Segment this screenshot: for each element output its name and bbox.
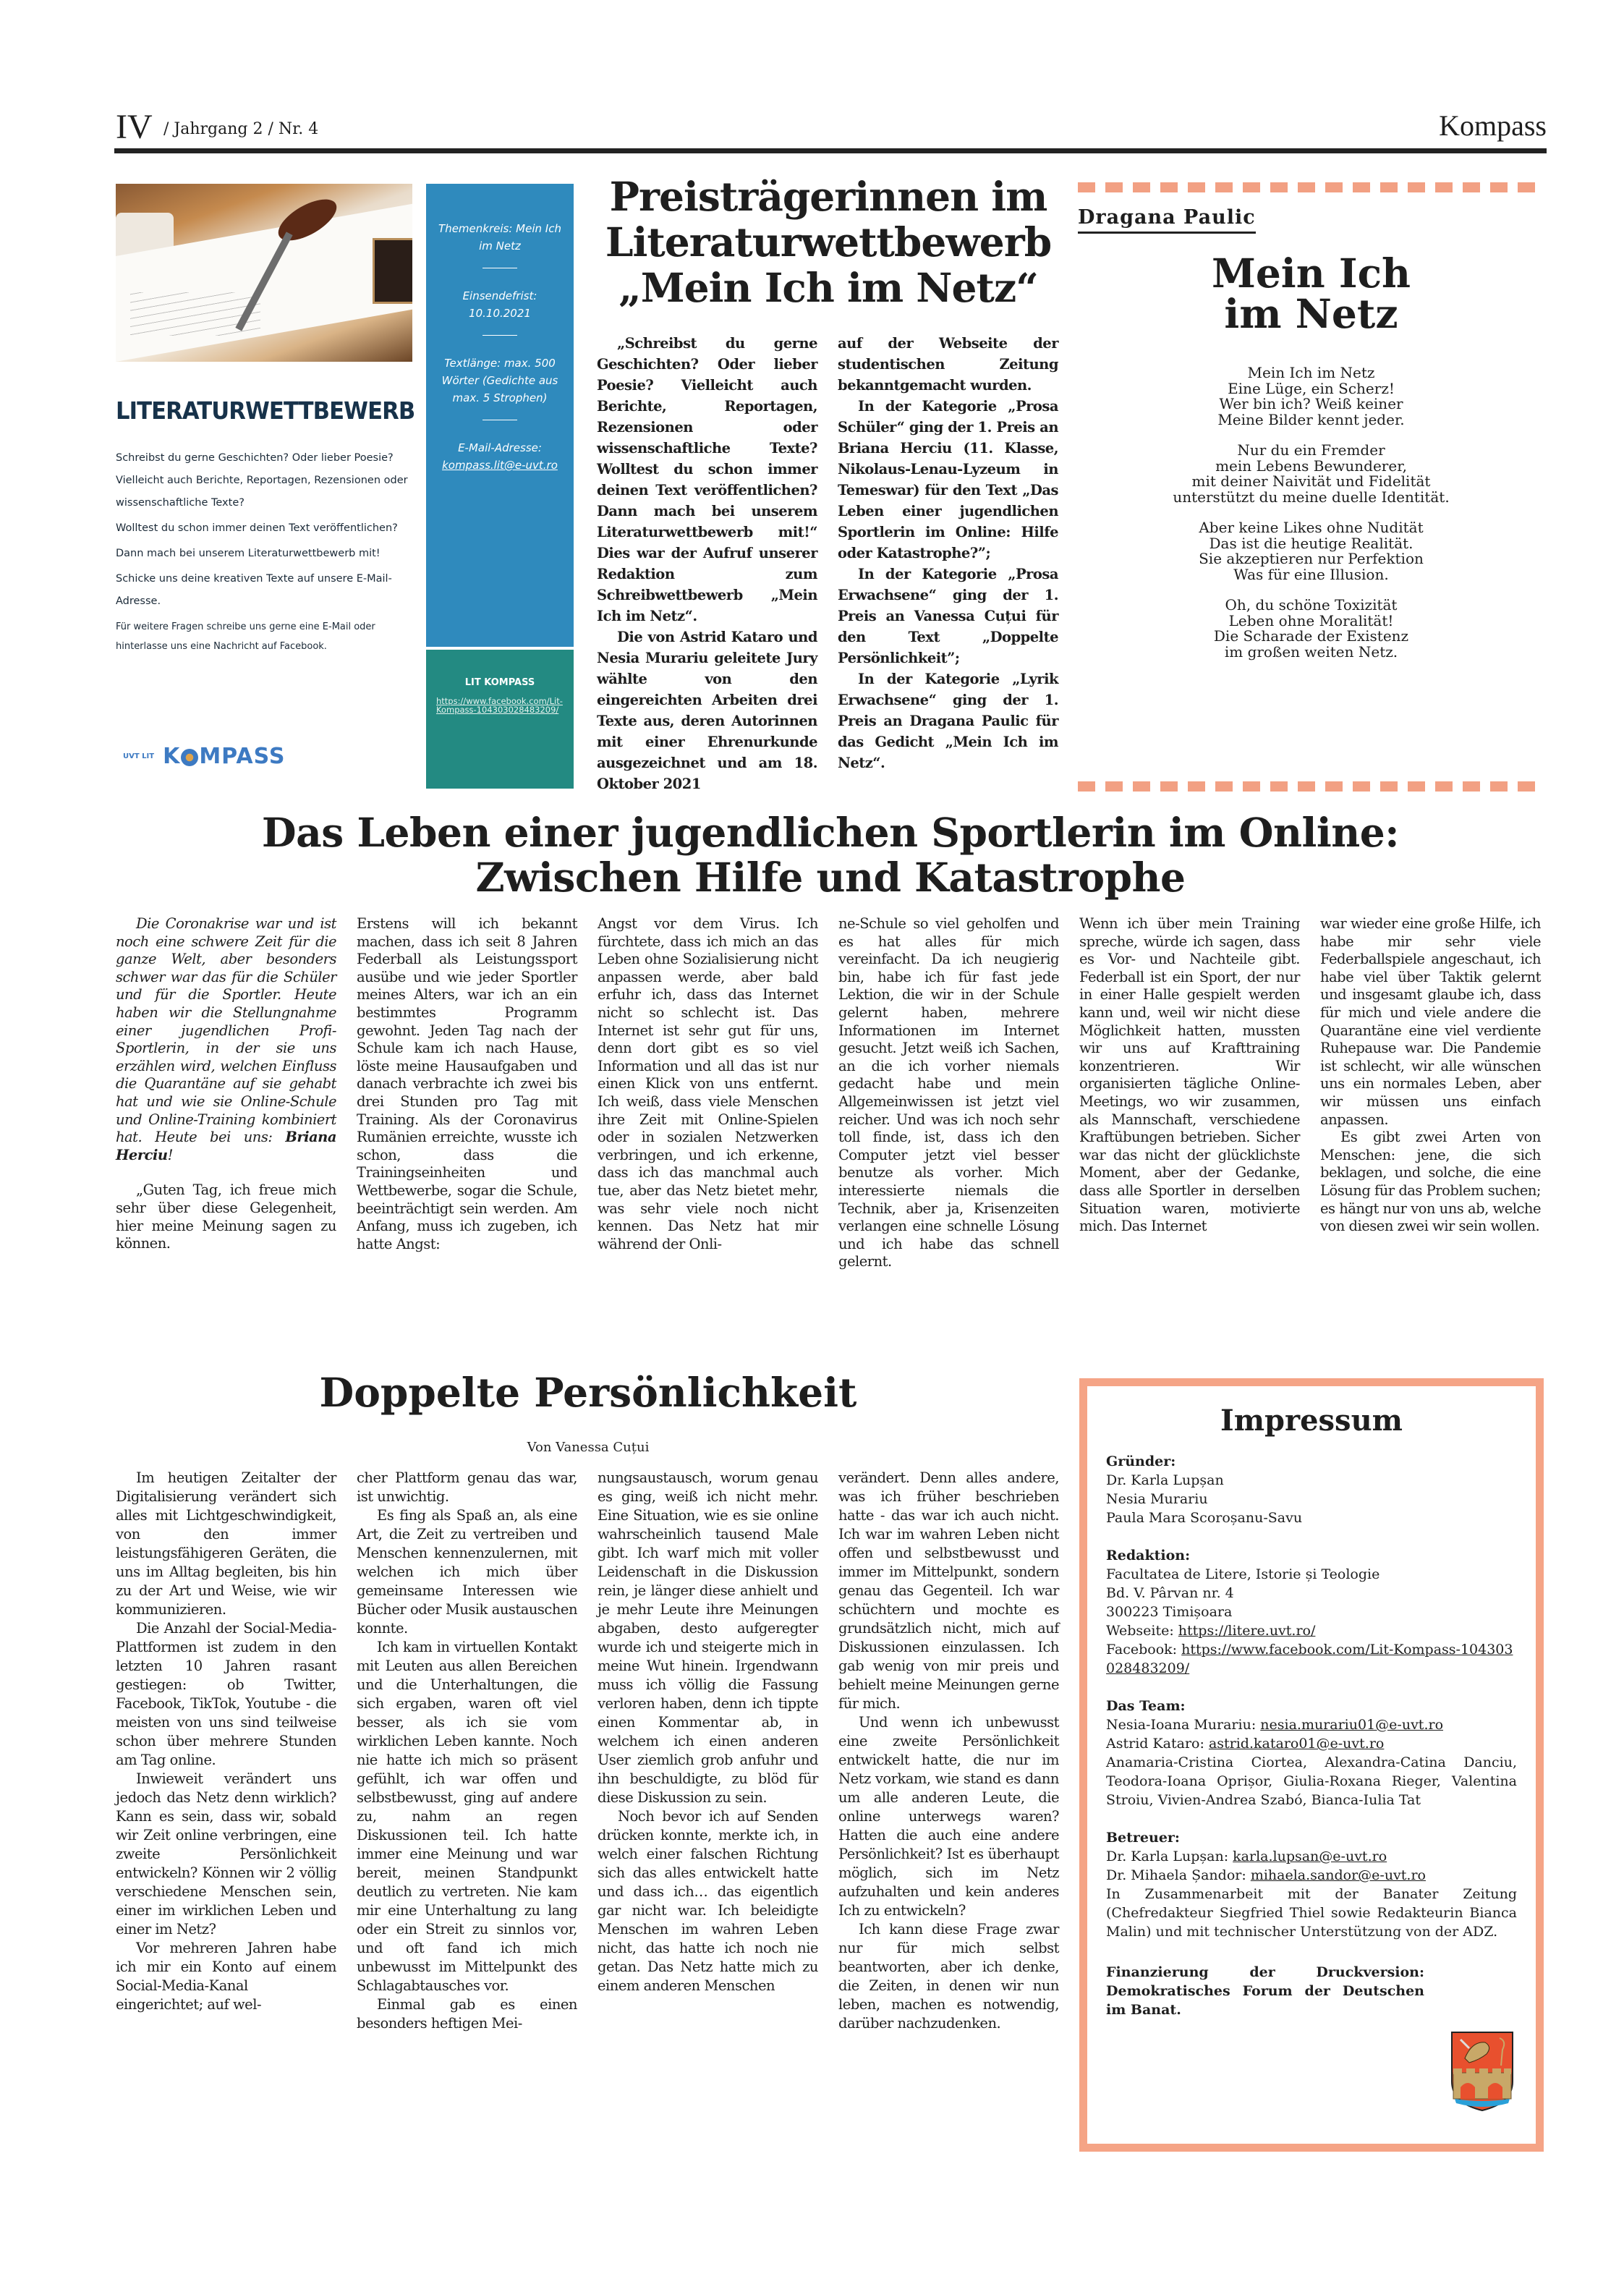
team-member-name: Nesia-Ioana Murariu: [1106, 1717, 1257, 1733]
prize-article-col-1 [597, 333, 817, 794]
second-article-col-2 [357, 1469, 577, 2033]
main-article-col-1 [116, 915, 336, 1253]
website-label: Webseite: [1106, 1623, 1174, 1639]
poem-body [1078, 365, 1544, 675]
dashed-border-bottom [1078, 781, 1544, 792]
paragraph: verändert. Denn alles andere, was ich früher beschrieben hatte - das war ich auch nicht. Ich war im wahren Leben nicht offen und selbstbewusst und immer im Mittelpunkt, sondern genau das Gegenteil. Ich war schüchtern und mochte es grundsätzlich nicht, mich auf Diskussionen einzulassen. Ich gab wenig von mir preis und behielt meine Meinungen gerne für mich. [838, 1469, 1059, 1712]
verse: Das ist die heutige Realität. [1209, 534, 1413, 552]
founders-section [1106, 1452, 1517, 1527]
team-email-link[interactable]: astrid.kataro01@e-uvt.ro [1208, 1736, 1385, 1752]
main-article-col-3 [598, 915, 818, 1253]
paragraph: Noch bevor ich auf Senden drücken konnte, merkte ich, in welch einer falschen Richtung sich das alles entwickelt hatte und dass ich… das eigentlich gar nicht war. Ich beleidigte Menschen im wahren Leben nicht, das hatte ich noch nie getan. Das Netz hatte mich zu einem anderen Menschen [598, 1808, 818, 1994]
advisors-section [1106, 1828, 1517, 1941]
impressum-title: Impressum [1220, 1404, 1403, 1438]
email-label: E-Mail-Adresse: [458, 441, 542, 454]
stanza [1078, 443, 1544, 505]
verse: Die Scharade der Existenz [1213, 627, 1409, 645]
paragraph: „Schreibst du gerne Geschichten? Oder lieber Poesie? Vielleicht auch Berichte, Reportagen, Rezensionen oder wissenschaftliche Texte? Wolltest du schon immer deinen Text veröffentlichen? Dann mach bei unserem Literaturwettbewerb mit!“ Dies war der Aufruf unserer Redaktion zum Schreibwettbewerb „Mein Ich im Netz“. [597, 335, 817, 624]
paragraph: ne-Schule so viel geholfen und es hat alles für mich vereinfacht. Da ich neugierig bin, habe ich für fast jede Lektion, die wir in der Schule gelernt haben, mehrere Informationen im Internet gesucht. Jetzt weiß ich Sachen, an die ich vorher niemals gedacht habe und mein Allgemeinwissen ist jetzt viel reicher. Und was ich noch sehr toll finde, ist, dass ich den Computer jetzt viel besser benutze als vorher. Mich interessierte niemals die Technik, aber ja, Krisenzeiten verlangen eine schnelle Lösung und ich habe das schnell gelernt. [838, 915, 1059, 1270]
contest-email-link[interactable]: kompass.lit@e-uvt.ro [442, 459, 558, 472]
impressum-body [1087, 1438, 1536, 2019]
paragraph: Es gibt zwei Arten von Menschen: jene, die sich beklagen, und solche, die eine Lösung für das Problem suchen; es hängt nur von uns ab, welche von diesen zwei wir sein wollen. [1320, 1129, 1541, 1235]
paragraph: Erstens will ich bekannt machen, dass ich seit 8 Jahren Federball als Leistungssport ausübe und wie jeder Sportler meines Alters, war ich an ein bestimmtes Programm gewohnt. Jeden Tag nach der Schule kam ich nach Hause, löste meine Hausaufgaben und danach verbrachte ich zwei bis drei Stunden pro Tag mit Training. Als der Coronavirus Rumänien erreichte, wusste ich schon, dass die Trainingseinheiten und Wettbewerbe, sogar die Schule, beeinträchtigt sein werden. Am Anfang, muss ich zugeben, ich hatte Angst: [357, 915, 577, 1252]
paragraph: Ich kann diese Frage zwar nur für mich selbst beantworten, aber ich denke, die Zeiten, in denen wir nun leben, machen es notwendig, darüber nachzudenken. [838, 1921, 1059, 2032]
second-article-col-3 [598, 1469, 818, 1995]
second-article-col-4 [838, 1469, 1059, 2033]
uvt-lit-logo: UVT LIT [123, 752, 155, 760]
verse: mit deiner Naivität und Fidelität [1191, 472, 1431, 490]
impressum-box [1079, 1378, 1544, 2152]
team-section [1106, 1697, 1517, 1809]
advisor-email-link[interactable]: mihaela.sandor@e-uvt.ro [1250, 1867, 1426, 1883]
verse: Nur du ein Fremder [1237, 441, 1385, 459]
verse: im großen weiten Netz. [1224, 642, 1398, 661]
main-article-col-5 [1079, 915, 1300, 1236]
byline: Von Vanessa Cuțui [527, 1440, 650, 1455]
newspaper-brand: Kompass [1439, 109, 1547, 142]
facebook-link[interactable]: https://www.facebook.com/Lit-Kompass-104303028483209/ [436, 696, 563, 715]
interviewee-name: Briana Herciu [116, 1129, 336, 1163]
intro-end: ! [167, 1146, 173, 1163]
page-number: IV [116, 108, 153, 146]
verse: Sie akzeptieren nur Perfektion [1199, 550, 1424, 567]
issue-label: / Jahrgang 2 / Nr. 4 [163, 120, 319, 138]
kompass-logo [123, 744, 286, 769]
stanza [1078, 365, 1544, 428]
founder: Paula Mara Scoroșanu-Savu [1106, 1510, 1303, 1526]
ad-paragraph: Dann mach bei unserem Literaturwettbewerb mit! [116, 548, 381, 559]
verse: Aber keine Likes ohne Nudität [1199, 519, 1424, 536]
second-article-title: Doppelte Persönlichkeit [319, 1369, 857, 1416]
paragraph: In der Kategorie „Prosa Erwachsene“ ging der 1. Preis an Vanessa Cuțui für den Text „Doppelte Persönlichkeit”; [838, 566, 1058, 666]
editorial-section [1106, 1546, 1517, 1678]
facebook-label: Facebook: [1106, 1642, 1178, 1658]
founder: Dr. Karla Lupșan [1106, 1472, 1224, 1488]
verse: Mein Ich im Netz [1247, 364, 1375, 381]
cooperation-note: In Zusammenarbeit mit der Banater Zeitung (Chefredakteur Siegfried Thiel sowie Redakteurin Bianca Malin) und mit technischer Unterstützung von der ADZ. [1106, 1886, 1517, 1940]
section-heading: Gründer: [1106, 1453, 1176, 1469]
separator [482, 335, 517, 336]
prize-article-title: Preisträgerinnen im Literaturwettbewerb „Mein Ich im Netz“ [605, 173, 1052, 311]
advisor-email-link[interactable]: karla.lupsan@e-uvt.ro [1233, 1849, 1387, 1864]
section-heading: Betreuer: [1106, 1830, 1180, 1846]
paragraph: Ich kam in virtuellen Kontakt mit Leuten aus allen Bereichen und die Unterhaltungen, die sich ergaben, waren oft viel besser, als ich sie vom wirklichen Leben kannte. Noch nie hatte ich mich so präsent gefühlt, ich war offen und selbstbewusst, ging auf andere zu, nahm an regen Diskussionen teil. Ich hatte immer eine Meinung und war bereit, meinen Standpunkt deutlich zu vertreten. Nie kam mir eine Unterhaltung zu lang oder ein Streit zu sinnlos vor, und oft fand ich mich unbewusst im Mittelpunkt des Schlagabtausches vor. [357, 1639, 577, 1994]
paragraph: In der Kategorie „Prosa Schüler“ ging der 1. Preis an Briana Herciu (11. Klasse, Nikolaus-Lenau-Lyzeum in Temeswar) für den Text „Das Leben einer jugendlichen Sportlerin im Online: Hilfe oder Katastrophe?”; [838, 398, 1058, 561]
section-heading: Redaktion: [1106, 1548, 1191, 1563]
logo-letter: K [163, 744, 181, 769]
theme-text: Themenkreis: Mein Ich im Netz [438, 222, 561, 252]
compass-icon [181, 749, 198, 766]
poem-title-line: Mein Ich [1211, 250, 1411, 297]
verse: Eine Lüge, ein Scherz! [1228, 379, 1395, 397]
main-article-col-4 [838, 915, 1059, 1271]
poem-author: Dragana Paulic [1078, 206, 1256, 234]
paragraph: Einmal gab es einen besonders heftigen Mei- [357, 1996, 577, 2032]
contest-info-panel [426, 184, 574, 647]
team-email-link[interactable]: nesia.murariu01@e-uvt.ro [1260, 1717, 1444, 1733]
team-member-name: Astrid Kataro: [1106, 1736, 1204, 1752]
paragraph: Inwieweit verändert uns jedoch das Netz denn wirklich? Kann es sein, dass wir, sobald wir Zeit online verbringen, eine zweite Persönlichkeit entwickeln? Können wir 2 völlig verschiedene Menschen sein, einer im wirklichen Leben und einer im Netz? [116, 1770, 336, 1938]
verse: Leben ohne Moralität! [1228, 611, 1394, 629]
verse: unterstützt du meine duelle Identität. [1173, 488, 1450, 506]
ad-photo [116, 184, 412, 362]
deadline-label: Einsendefrist: [462, 289, 537, 302]
deadline-value: 10.10.2021 [469, 307, 531, 320]
paragraph: Wenn ich über mein Training spreche, würde ich sagen, dass es Vor- und Nachteile gibt. Federball ist ein Sport, der nur in einer Halle gespielt werden kann und, weil wir nicht diese Möglichkeit hatten, mussten wir uns auf Krafttraining konzentrieren. Wir organisierten tägliche Online-Meetings, wo wir zusammen, als Mannschaft, verschiedene Kraftübungen betrieben. Sicher war das nicht der glücklichste Moment, aber der Gedanke, dass alle Sportler in derselben Situation waren, motivierte mich. Das Internet [1079, 915, 1300, 1235]
stanza [1078, 520, 1544, 582]
stanza [1078, 598, 1544, 660]
ad-title: LITERATURWETTBEWERB [116, 396, 415, 425]
paragraph: Es fing als Spaß an, als eine Art, die Zeit zu vertreiben und Menschen kennenzulernen, mit welchen ich mich über gemeinsame Interessen wie Bücher oder Musik austauschen konnte. [357, 1507, 577, 1637]
verse: Meine Bilder kennt jeder. [1217, 410, 1405, 428]
paragraph: Angst vor dem Virus. Ich fürchtete, dass ich mich an das Leben ohne Sozialisierung nicht anpassen werde, aber bald erfuhr ich, dass das Internet nicht so schlecht ist. Das Internet ist sehr gut für uns, denn dort gibt es so viel Information und all das ist nur einen Klick von uns entfernt. Ich weiß, dass viele Menschen ihre Zeit mit Online-Spielen oder in sozialen Netzwerken verbringen, und ich erkenne, dass ich das manchmal auch tue, aber das Netz bietet mehr, was sehr viele noch nicht kennen. Das Netz hat mir während der Onli- [598, 915, 818, 1252]
facebook-link[interactable]: https://www.facebook.com/Lit-Kompass-104303028483209/ [1106, 1642, 1513, 1676]
address-line: Facultatea de Litere, Istorie și Teologie [1106, 1566, 1380, 1582]
address-line: 300223 Timișoara [1106, 1604, 1233, 1620]
paragraph: Im heutigen Zeitalter der Digitalisierung verändert sich alles mit Lichtgeschwindigkeit, von den immer leistungsfähigeren Geräten, die uns im Alltag begleiten, bis hin zu der Art und Weise, wie wir kommunizieren. [116, 1469, 336, 1618]
paragraph: Vor mehreren Jahren habe ich mir ein Konto auf einem Social-Media-Kanal eingerichtet; auf wel- [116, 1940, 336, 2013]
ad-paragraph: Für weitere Fragen schreibe uns gerne eine E-Mail oder hinterlasse uns eine Nachricht auf Facebook. [116, 621, 375, 652]
intro-text: Die Coronakrise war und ist noch eine schwere Zeit für die ganze Welt, aber besonders schwer war das für die Schüler und für die Sportler. Heute haben wir die Stellungnahme einer jugendlichen Profi-Sportlerin, in der sie uns erzählen wird, welchen Einfluss die Quarantäne auf sie gehabt hat und wie sie Online-Schule und Online-Training kombiniert hat. Heute bei uns: [116, 915, 336, 1146]
main-article-title [114, 810, 1547, 900]
team-members: Anamaria-Cristina Ciortea, Alexandra-Catina Danciu, Teodora-Ioana Oprișor, Giulia-Roxana Rieger, Valentina Stroiu, Vivien-Andrea Szabó, Bianca-Iulia Tat [1106, 1754, 1517, 1808]
logo-letters: MPASS [199, 744, 286, 769]
kompass-wordmark [163, 744, 285, 769]
length-text: Textlänge: max. 500 Wörter (Gedichte aus max. 5 Strophen) [441, 357, 558, 404]
paragraph: In der Kategorie „Lyrik Erwachsene“ ging der 1. Preis an Dragana Paulic für das Gedicht „Mein Ich im Netz“. [838, 671, 1058, 771]
prize-article-col-2 [838, 333, 1058, 773]
coat-of-arms-icon [1450, 2031, 1514, 2112]
section-heading: Das Team: [1106, 1698, 1186, 1714]
social-title: LIT KOMPASS [464, 677, 535, 688]
paragraph: auf der Webseite der studentischen Zeitung bekanntgemacht wurden. [838, 335, 1058, 394]
main-article-col-2 [357, 915, 577, 1253]
poem-title-line: im Netz [1224, 290, 1398, 337]
second-article-col-1 [116, 1469, 336, 2014]
paragraph: Und wenn ich unbewusst eine zweite Persönlichkeit entwickelt hatte, die nur im Netz vorkam, wie stand es dann um alle anderen Leute, die online unterwegs waren? Hatten die auch eine andere Persönlichkeit? Ist es überhaupt möglich, sich im Netz aufzuhalten und kein anderes Ich zu entwickeln? [838, 1714, 1059, 1919]
poem-title [1078, 250, 1544, 337]
ad-paragraph: Schicke uns deine kreativen Texte auf unsere E-Mail-Adresse. [116, 573, 392, 607]
title-line: Das Leben einer jugendlichen Sportlerin im Online: [261, 809, 1400, 856]
address-line: Bd. V. Pârvan nr. 4 [1106, 1585, 1234, 1601]
website-link[interactable]: https://litere.uvt.ro/ [1178, 1623, 1316, 1639]
dashed-border-top [1078, 182, 1544, 192]
paragraph: Die Anzahl der Social-Media-Plattformen ist zudem in den letzten 10 Jahren rasant gestiegen: ob Twitter, Facebook, TikTok, Youtube - die meisten von uns sind teilweise schon über mehrere Stunden am Tag online. [116, 1620, 336, 1768]
paragraph: „Guten Tag, ich freue mich sehr über diese Gelegenheit, hier meine Meinung sagen zu können. [116, 1181, 336, 1252]
ink-bottle-icon [373, 238, 412, 304]
intro-paragraph [116, 915, 336, 1164]
advisor-name: Dr. Mihaela Șandor: [1106, 1867, 1246, 1883]
paragraph: war wieder eine große Hilfe, ich habe mir sehr viele Federballspiele angeschaut, ich habe viel über Taktik gelernt und insgesamt glaube ich, dass für mich und viele andere die Quarantäne eine viel verdiente Ruhepause war. Die Pandemie ist schlecht, wir alle wünschen uns ein normales Leben, aber wir müssen uns einfach anpassen. [1320, 915, 1541, 1128]
title-line: Zwischen Hilfe und Katastrophe [475, 854, 1186, 901]
funding-note: Finanzierung der Druckversion: Demokratisches Forum der Deutschen im Banat. [1106, 1964, 1424, 2018]
header-rule [114, 148, 1547, 153]
advisor-name: Dr. Karla Lupșan: [1106, 1849, 1229, 1864]
verse: Wer bin ich? Weiß keiner [1219, 395, 1403, 412]
verse: Oh, du schöne Toxizität [1225, 596, 1398, 614]
verse: mein Lebens Bewunderer, [1215, 457, 1407, 475]
founder: Nesia Murariu [1106, 1491, 1208, 1507]
social-panel [426, 650, 574, 789]
main-article-col-6 [1320, 915, 1541, 1236]
paragraph: cher Plattform genau das war, ist unwichtig. [357, 1469, 577, 1505]
paragraph: nungsaustausch, worum genau es ging, weiß ich nicht mehr. Eine Situation, wie es sie online wahrscheinlich tausend Male gibt. Ich warf mich mit voller Leidenschaft in die Diskussion rein, je länger diese anhielt und je mehr Leute ihre Meinungen abgaben, desto aufgeregter wurde ich und steigerte mich in meine Wut hinein. Irgendwann muss ich völlig die Fassung verloren haben, denn ich tippte einen Kommentar ab, in welchem ich einen anderen User ziemlich grob anfuhr und ihn beschuldigte, zu blöd für diese Diskussion zu sein. [598, 1469, 818, 1806]
ad-paragraph: Wolltest du schon immer deinen Text veröffentlichen? [116, 522, 398, 534]
ad-body [116, 447, 420, 659]
paragraph: Die von Astrid Kataro und Nesia Murariu geleitete Jury wählte von den eingereichten Arbeiten drei Texte aus, deren Autorinnen mit einer Ehrenurkunde ausgezeichnet und am 18. Oktober 2021 [597, 629, 817, 792]
ad-paragraph: Schreibst du gerne Geschichten? Oder lieber Poesie? Vielleicht auch Berichte, Reportagen, Rezensionen oder wissenschaftliche Texte? [116, 452, 408, 509]
verse: Was für eine Illusion. [1233, 565, 1389, 583]
